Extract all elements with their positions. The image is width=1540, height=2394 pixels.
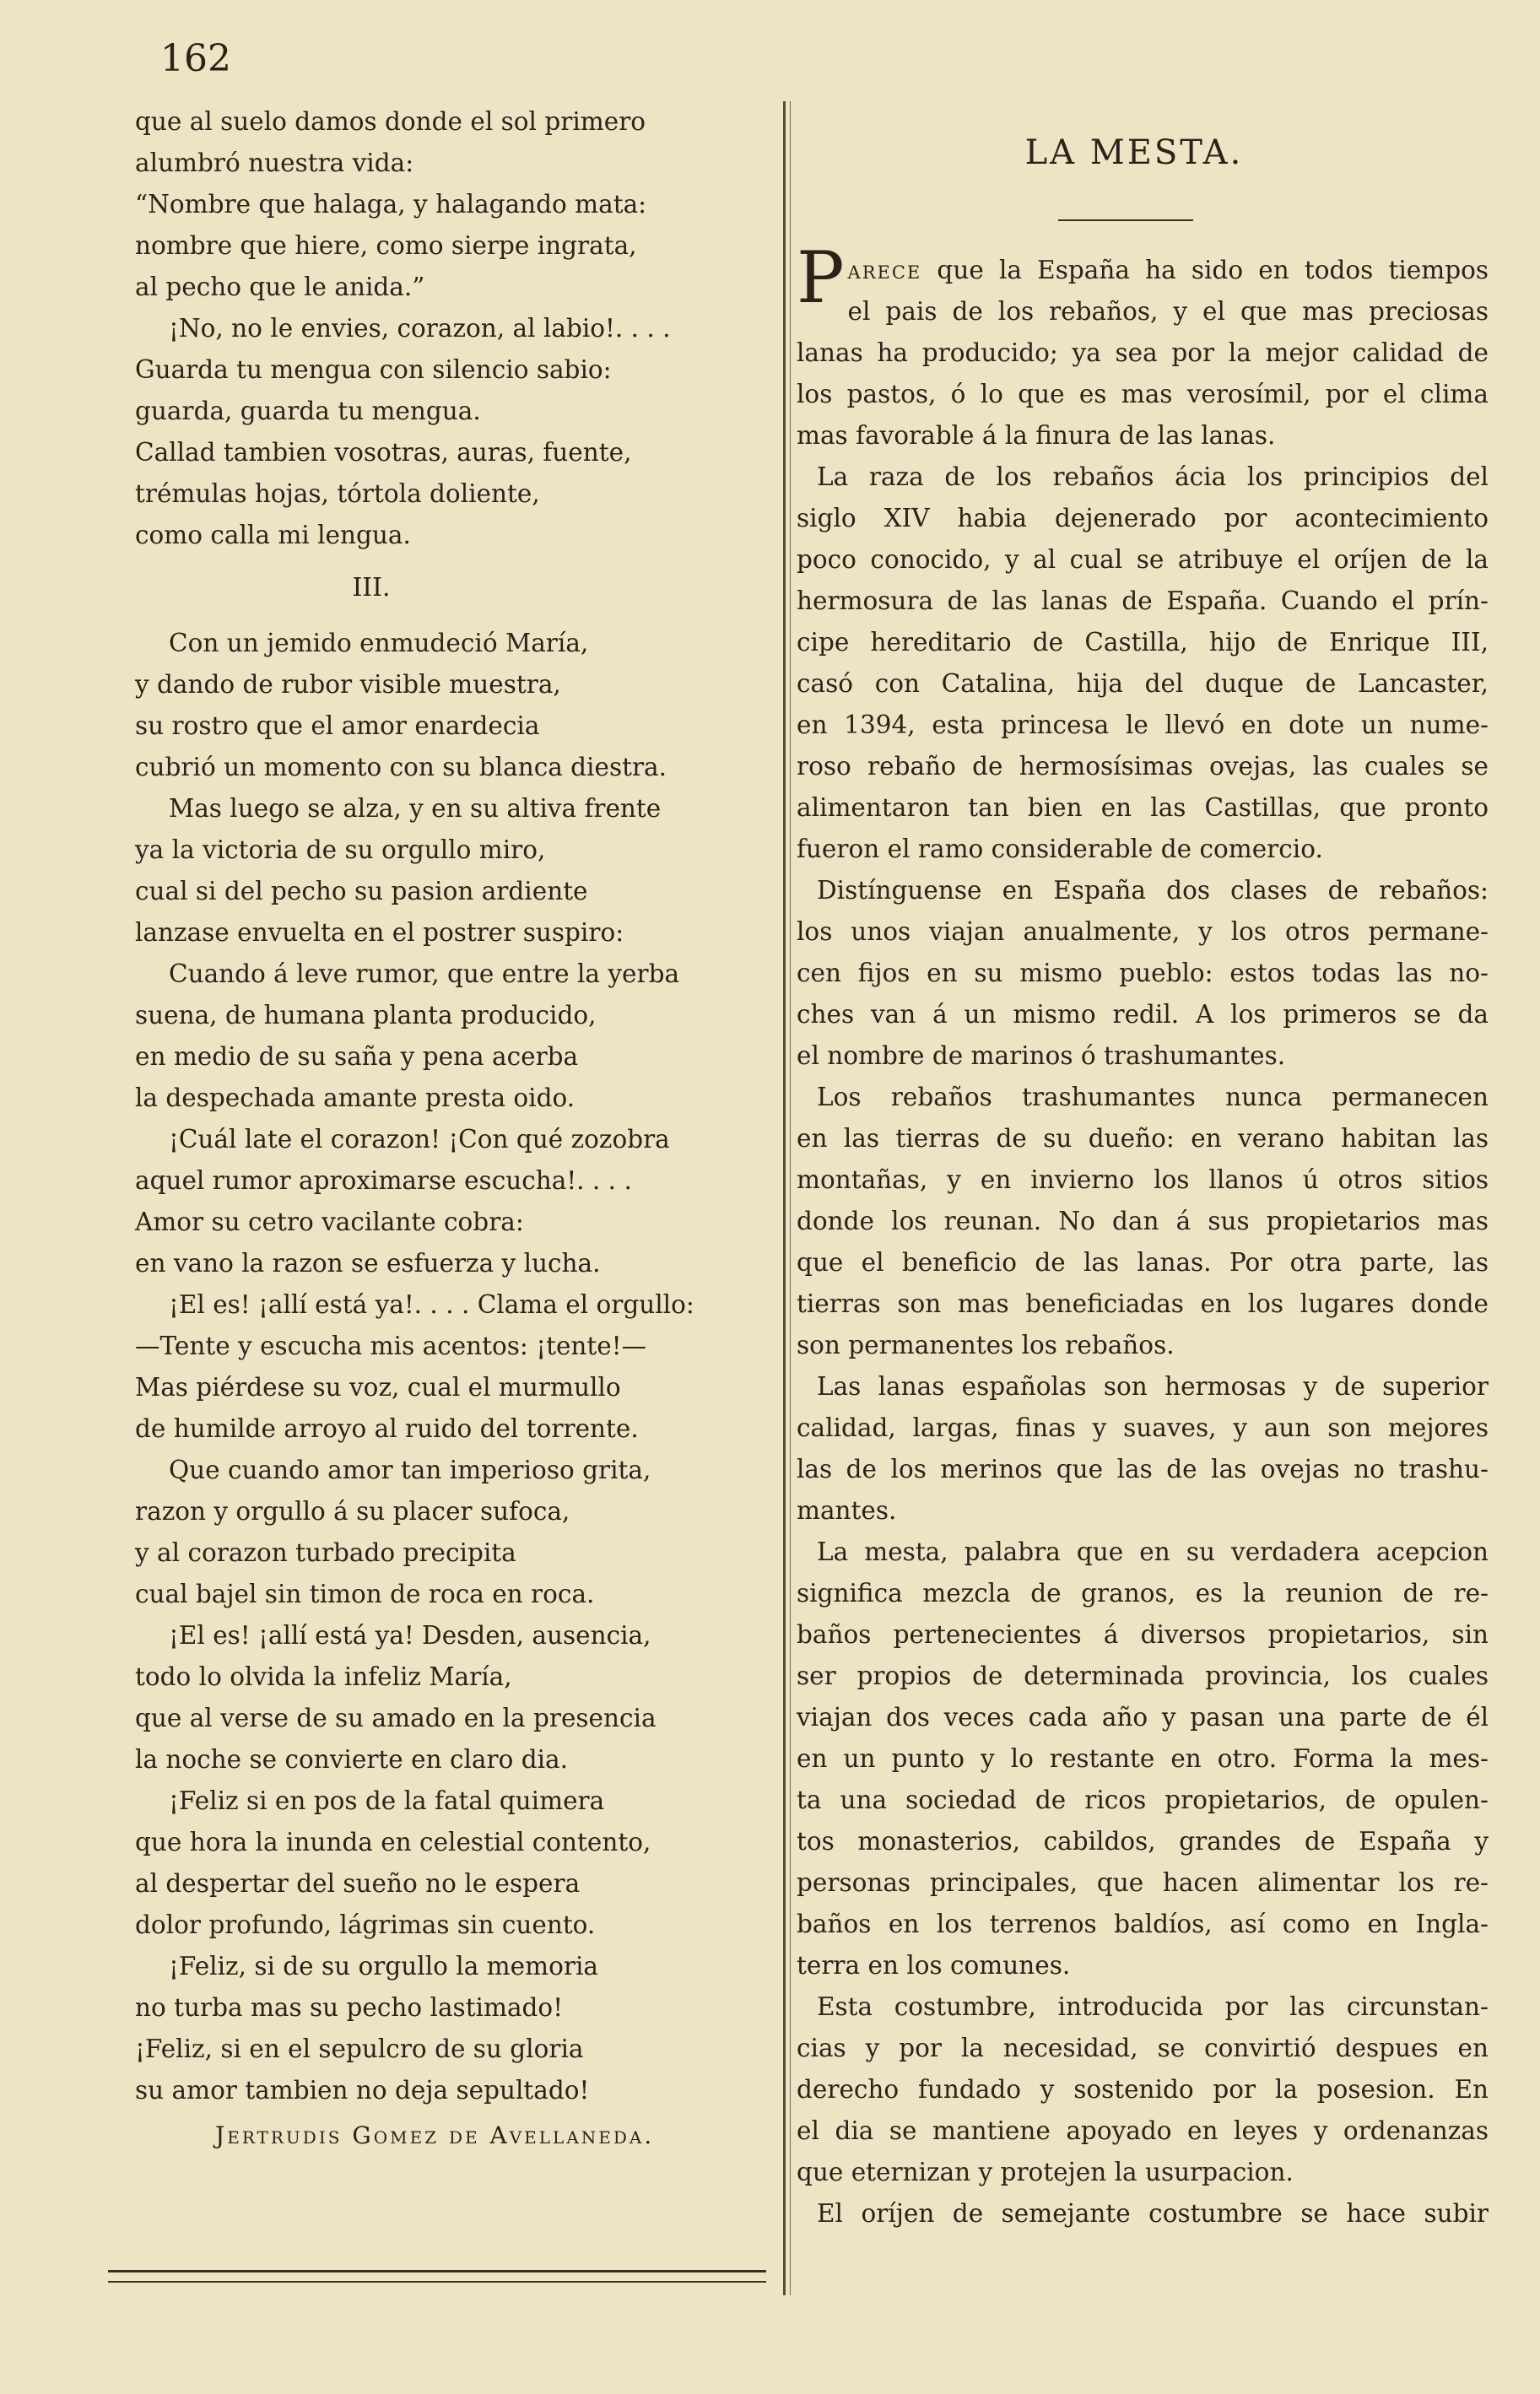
article-line: Esta costumbre, introducida por las circunstan- (817, 1992, 1489, 2021)
poem-line: Cuando á leve rumor, que entre la yerba (169, 959, 680, 988)
poem-line: ¡Feliz, si en el sepulcro de su gloria (135, 2035, 584, 2063)
article-line: roso rebaño de hermosísimas ovejas, las cuales se (797, 752, 1489, 781)
poem-line: Mas piérdese su voz, cual el murmullo (135, 1373, 621, 1402)
article-line: el dia se mantiene apoyado en leyes y ordenanzas (797, 2116, 1489, 2145)
poem-line: su rostro que el amor enardecia (135, 711, 540, 740)
poem-line: de humilde arroyo al ruido del torrente. (135, 1414, 639, 1443)
poem-line: ya la victoria de su orgullo miro, (135, 835, 546, 864)
article-line: El oríjen de semejante costumbre se hace subir (817, 2199, 1489, 2228)
column-rule (783, 101, 786, 2295)
drop-cap: P (797, 236, 845, 319)
article-line: poco conocido, y al cual se atribuye el oríjen de la (797, 545, 1489, 574)
article-line: en las tierras de su dueño: en verano habitan las (797, 1124, 1489, 1153)
poem-line: suena, de humana planta producido, (135, 1001, 597, 1029)
title-rule (1058, 219, 1193, 221)
article-line: personas principales, que hacen alimentar los re- (797, 1868, 1489, 1897)
poem-line: lanzase envuelta en el postrer suspiro: (135, 918, 624, 947)
article-line: ches van á un mismo redil. A los primeros se da (797, 1000, 1489, 1029)
poem-line: razon y orgullo á su placer sufoca, (135, 1497, 570, 1526)
poem-line: cual si del pecho su pasion ardiente (135, 877, 588, 905)
article-line: cen fijos en su mismo pueblo: estos todas las no- (797, 959, 1489, 987)
article-line: baños en los terrenos baldíos, así como en Ingla- (797, 1910, 1489, 1938)
poem-line: al pecho que le anida.” (135, 273, 425, 301)
poem-line: Amor su cetro vacilante cobra: (135, 1208, 524, 1236)
poem-line: ¡Feliz, si de su orgullo la memoria (169, 1952, 598, 1981)
article-line: La raza de los rebaños ácia los principios del (817, 462, 1489, 491)
article-line: cias y por la necesidad, se convirtió despues en (797, 2034, 1489, 2062)
article-line: significa mezcla de granos, es la reunion de re- (797, 1579, 1489, 1608)
article-line: que eternizan y protejen la usurpacion. (797, 2158, 1294, 2186)
article-line: La mesta, palabra que en su verdadera acepcion (817, 1537, 1489, 1566)
poem-line: todo lo olvida la infeliz María, (135, 1662, 512, 1691)
poem-line: trémulas hojas, tórtola doliente, (135, 479, 540, 508)
article-line: donde los reunan. No dan á sus propietarios mas (797, 1207, 1489, 1235)
poem-line: cual bajel sin timon de roca en roca. (135, 1580, 595, 1608)
poem-line: Que cuando amor tan imperioso grita, (169, 1456, 651, 1484)
poem-line: ¡El es! ¡allí está ya! Desden, ausencia, (169, 1621, 651, 1650)
article-line: los unos viajan anualmente, y los otros permane- (797, 917, 1489, 946)
poem-line: como calla mi lengua. (135, 521, 411, 549)
article-line: siglo XIV habia dejenerado por acontecimiento (797, 504, 1489, 532)
article-line: ser propios de determinada provincia, los cuales (797, 1662, 1489, 1690)
poem-line: en medio de su saña y pena acerba (135, 1042, 579, 1071)
article-line: alimentaron tan bien en las Castillas, que pronto (797, 793, 1489, 822)
article-line: Las lanas españolas son hermosas y de superior (817, 1372, 1489, 1401)
article-line: cipe hereditario de Castilla, hijo de Enrique III, (797, 628, 1489, 657)
article-line: el pais de los rebaños, y el que mas preciosas (847, 297, 1489, 326)
poem-line: Con un jemido enmudeció María, (169, 629, 589, 657)
poem-line: no turba mas su pecho lastimado! (135, 1993, 564, 2022)
article-line: tierras son mas beneficiadas en los lugares donde (797, 1289, 1489, 1318)
article-line: terra en los comunes. (797, 1951, 1071, 1980)
article-line: hermosura de las lanas de España. Cuando el prín- (797, 586, 1489, 615)
poem-line: ¡No, no le envies, corazon, al labio!. . . . (169, 314, 671, 343)
article-line: las de los merinos que las de las ovejas no trashu- (797, 1455, 1489, 1483)
article-line: derecho fundado y sostenido por la posesion. En (797, 2075, 1489, 2104)
poem-line: alumbró nuestra vida: (135, 149, 414, 177)
column-rule-inner (790, 101, 791, 2295)
poem-line: ¡Feliz si en pos de la fatal quimera (169, 1786, 605, 1815)
article-line: son permanentes los rebaños. (797, 1331, 1175, 1359)
poem-line: Guarda tu mengua con silencio sabio: (135, 355, 612, 384)
article-line: lanas ha producido; ya sea por la mejor calidad de (797, 338, 1489, 367)
article-line: Distínguense en España dos clases de rebaños: (817, 876, 1489, 905)
poem-line: Mas luego se alza, y en su altiva frente (169, 794, 662, 823)
poem-line: que al verse de su amado en la presencia (135, 1704, 657, 1732)
poem-line: guarda, guarda tu mengua. (135, 397, 481, 425)
poem-line: y al corazon turbado precipita (135, 1538, 516, 1567)
first-word-rest: arece (847, 256, 922, 284)
article-line: mas favorable á la finura de las lanas. (797, 421, 1276, 450)
poem-line: aquel rumor aproximarse escucha!. . . . (135, 1166, 632, 1195)
article-line: fueron el ramo considerable de comercio. (797, 835, 1323, 863)
article-line: casó con Catalina, hija del duque de Lancaster, (797, 669, 1489, 698)
poem-line: que al suelo damos donde el sol primero (135, 107, 646, 136)
article-line: que el beneficio de las lanas. Por otra parte, las (797, 1248, 1489, 1277)
article-line: tos monasterios, cabildos, grandes de España y (797, 1827, 1489, 1856)
section-number: III. (352, 573, 391, 603)
article-line: los pastos, ó lo que es mas verosímil, por el clima (797, 380, 1489, 408)
poem-line: al despertar del sueño no le espera (135, 1869, 581, 1898)
author-signature: Jertrudis Gomez de Avellaneda. (215, 2121, 655, 2149)
poem-line: ¡Cuál late el corazon! ¡Con qué zozobra (169, 1125, 670, 1154)
poem-line: su amor tambien no deja sepultado! (135, 2076, 590, 2105)
poem-line: dolor profundo, lágrimas sin cuento. (135, 1910, 596, 1939)
article-line: baños pertenecientes á diversos propietarios, sin (797, 1620, 1489, 1649)
article-line: en 1394, esta princesa le llevó en dote un nume- (797, 711, 1489, 739)
poem-column (135, 101, 759, 2156)
poem-line: cubrió un momento con su blanca diestra. (135, 753, 667, 781)
article-line-text: que la España ha sido en todos tiempos (921, 256, 1489, 284)
poem-line: en vano la razon se esfuerza y lucha. (135, 1249, 601, 1278)
article-line: viajan dos veces cada año y pasan una parte de él (797, 1703, 1489, 1732)
poem-line: y dando de rubor visible muestra, (135, 670, 561, 699)
article-line: Los rebaños trashumantes nunca permanecen (817, 1083, 1489, 1111)
poem-line: —Tente y escucha mis acentos: ¡tente!— (135, 1332, 647, 1360)
article-line: en un punto y lo restante en otro. Forma la mes- (797, 1744, 1489, 1773)
page-number: 162 (160, 37, 231, 80)
poem-line: “Nombre que halaga, y halagando mata: (135, 190, 647, 219)
poem-line: nombre que hiere, como sierpe ingrata, (135, 231, 637, 260)
article-title: LA MESTA. (1024, 133, 1244, 172)
article-line: calidad, largas, finas y suaves, y aun son mejores (797, 1413, 1489, 1442)
poem-line: que hora la inunda en celestial contento, (135, 1828, 651, 1856)
poem-line: Callad tambien vosotras, auras, fuente, (135, 438, 632, 467)
poem-stanza-a (135, 101, 759, 556)
article-line: montañas, y en invierno los llanos ú otros sitios (797, 1165, 1489, 1194)
article-line: ta una sociedad de ricos propietarios, de opulen- (797, 1786, 1489, 1814)
bottom-rule (108, 2270, 766, 2283)
poem-stanza-b (135, 623, 759, 2111)
poem-line: la despechada amante presta oido. (135, 1084, 575, 1112)
article-line: mantes. (797, 1496, 897, 1525)
poem-line: la noche se convierte en claro dia. (135, 1745, 569, 1774)
poem-line: ¡El es! ¡allí está ya!. . . . Clama el orgullo: (169, 1290, 694, 1319)
article-column (797, 101, 1489, 2235)
article-line: el nombre de marinos ó trashumantes. (797, 1041, 1286, 1070)
